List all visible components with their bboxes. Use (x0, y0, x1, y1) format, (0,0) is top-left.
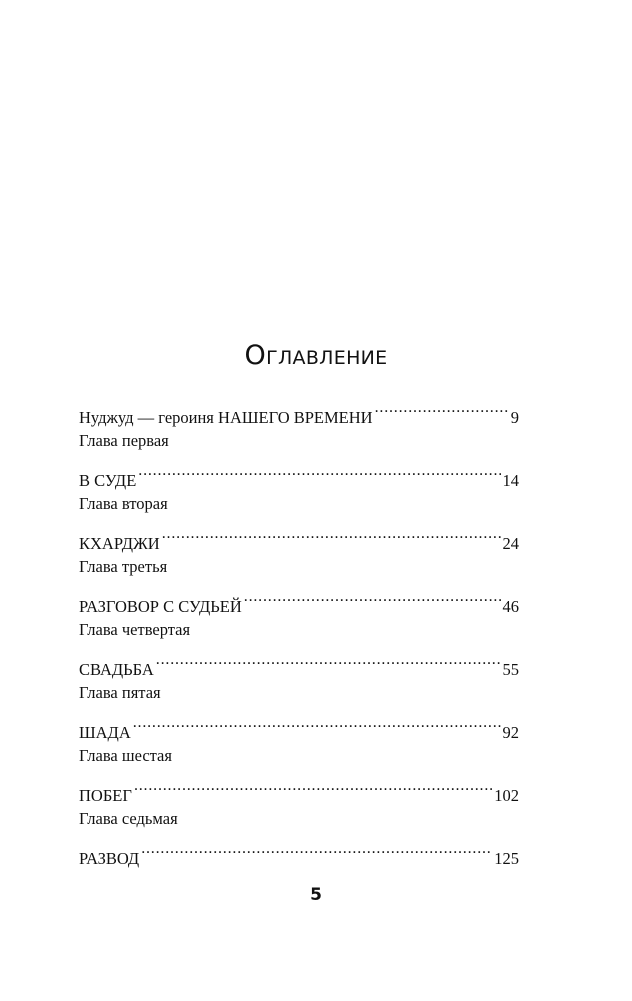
toc-heading (0, 336, 632, 376)
toc-entry-chapter-7 (79, 804, 519, 868)
toc-entry-chapter-6 (79, 741, 519, 805)
chapter-label: Глава первая (79, 431, 169, 450)
toc-entry-line (79, 834, 519, 868)
page-number: 5 (310, 885, 322, 905)
toc-entry-line (79, 582, 519, 616)
toc-entry-page: 125 (494, 849, 519, 868)
toc-entry-chapter-2 (79, 489, 519, 553)
toc-heading-initial: О (244, 340, 267, 371)
toc-entry-chapter-1 (79, 426, 519, 490)
chapter-label: Глава вторая (79, 494, 168, 513)
dot-leader (133, 708, 501, 738)
dot-leader (375, 393, 509, 423)
toc-entry-intro (79, 393, 519, 427)
toc-entry-page: 14 (502, 471, 519, 490)
dot-leader (162, 519, 501, 549)
toc-entry-title: В СУДЕ (79, 471, 137, 490)
dot-leader (134, 771, 492, 801)
toc-entry-line (79, 708, 519, 742)
toc-entry-title: КХАРДЖИ (79, 534, 160, 553)
toc-entry-title: СВАДЬБА (79, 660, 154, 679)
dot-leader (244, 582, 501, 612)
toc-entry-line (79, 393, 519, 427)
toc-entry-page: 24 (502, 534, 519, 553)
table-of-contents (79, 393, 519, 868)
chapter-label: Глава шестая (79, 746, 172, 765)
dot-leader (156, 645, 501, 675)
toc-entry-title: РАЗГОВОР С СУДЬЕЙ (79, 597, 242, 616)
chapter-label: Глава седьмая (79, 809, 178, 828)
toc-entry-title: ШАДА (79, 723, 131, 742)
chapter-label: Глава пятая (79, 683, 161, 702)
toc-entry-title: РАЗВОД (79, 849, 140, 868)
toc-entry-page: 55 (502, 660, 519, 679)
toc-entry-page: 102 (494, 786, 519, 805)
chapter-label: Глава третья (79, 557, 168, 576)
toc-entry-line (79, 456, 519, 490)
dot-leader (138, 456, 500, 486)
dot-leader (141, 834, 492, 864)
toc-entry-line (79, 771, 519, 805)
toc-entry-page: 92 (502, 723, 519, 742)
toc-entry-line (79, 645, 519, 679)
toc-entry-chapter-3 (79, 552, 519, 616)
toc-entry-page: 46 (502, 597, 519, 616)
toc-entry-title: Нуджуд — героиня НАШЕГО ВРЕМЕНИ (79, 408, 373, 427)
toc-entry-line (79, 519, 519, 553)
toc-entry-chapter-5 (79, 678, 519, 742)
toc-heading-rest: главление (266, 340, 388, 371)
toc-entry-chapter-4 (79, 615, 519, 679)
toc-entry-page: 9 (510, 408, 519, 427)
toc-entry-title: ПОБЕГ (79, 786, 132, 805)
chapter-label: Глава четвертая (79, 620, 191, 639)
